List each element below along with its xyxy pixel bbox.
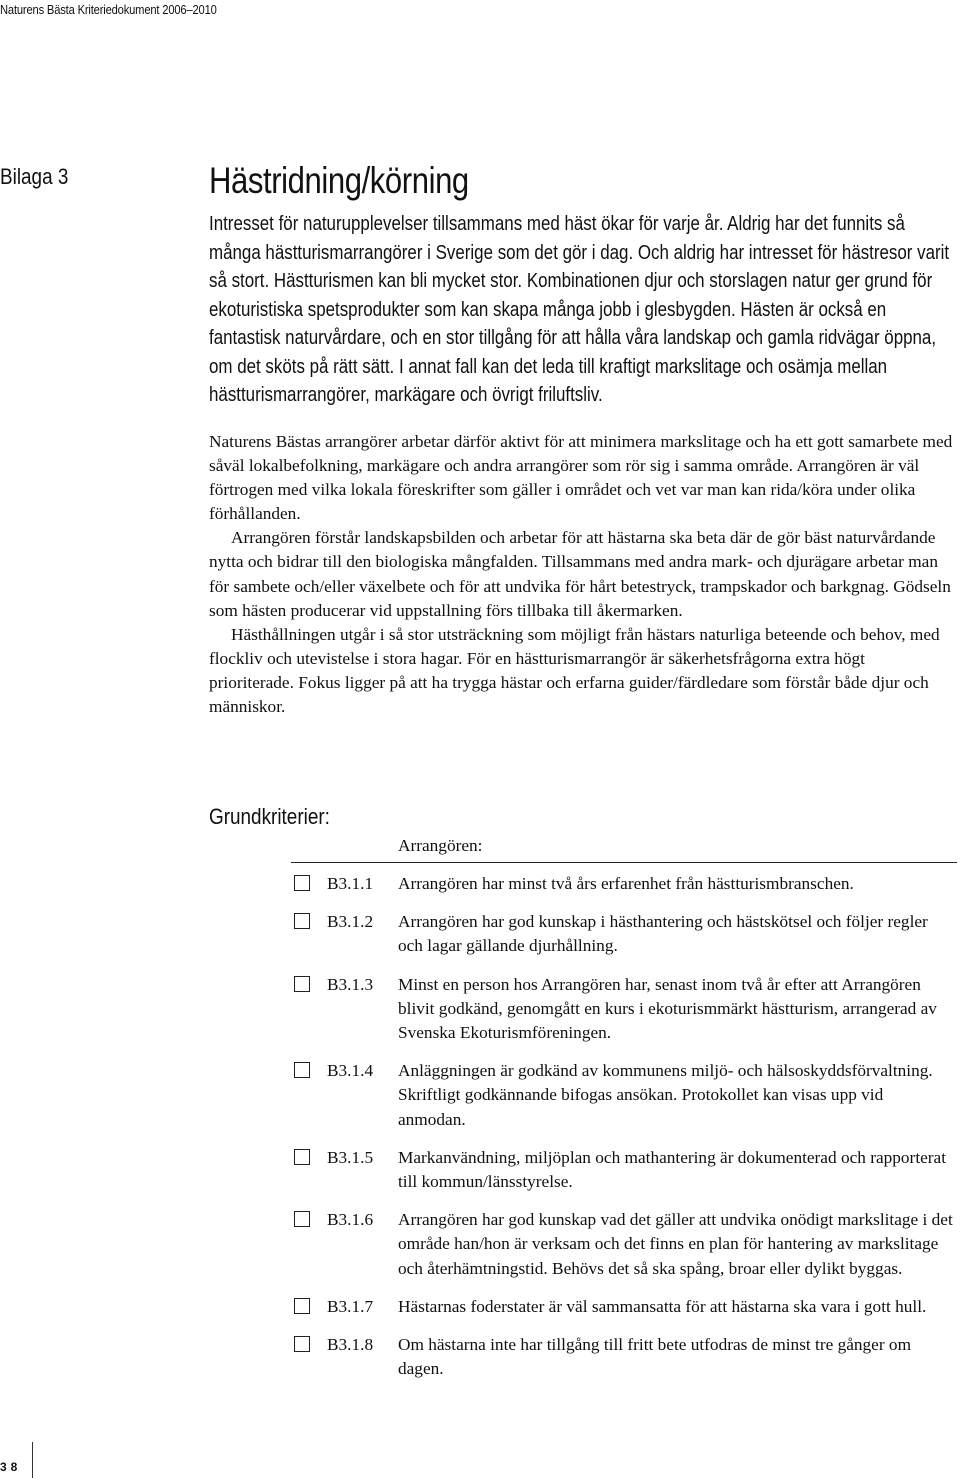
running-header: Naturens Bästa Kriteriedokument 2006–2010 (0, 2, 217, 17)
criterion-code: B3.1.4 (327, 1061, 374, 1081)
criterion-b3-1-4 (0, 1059, 960, 1132)
criterion-code: B3.1.7 (327, 1296, 374, 1316)
criterion-b3-1-1 (0, 872, 960, 896)
criteria-list (0, 872, 960, 1395)
criterion-text: Arrangören har god kunskap i hästhantering och hästskötsel och följer regler och lagar gällande djurhållning. (398, 912, 928, 956)
criterion-text: Hästarnas foderstater är väl sammansatta för att hästarna ska vara i gott hull. (398, 1296, 927, 1316)
criterion-text: Anläggningen är godkänd av kommunens miljö- och hälsoskyddsförvaltning. Skriftligt godkännande bifogas ansökan. Protokollet kan visas upp vid anmodan. (398, 1061, 933, 1129)
criterion-code: B3.1.3 (327, 974, 374, 994)
criterion-text: Minst en person hos Arrangören har, senast inom två år efter att Arrangören blivit godkänd, genomgått en kurs i ekoturismmärkt hästturism, arrangerad av Svenska Ekoturismföreningen. (398, 974, 937, 1043)
criterion-b3-1-2 (0, 910, 960, 958)
criterion-code: B3.1.1 (327, 874, 374, 893)
criterion-b3-1-5 (0, 1146, 960, 1194)
criterion-checkbox[interactable] (294, 1211, 310, 1227)
criterion-checkbox[interactable] (294, 1298, 310, 1314)
section-label: Bilaga 3 (0, 164, 69, 189)
criterion-code: B3.1.2 (327, 912, 374, 932)
page-number: 38 (0, 1460, 22, 1474)
body-paragraph: Hästhållningen utgår i så stor utsträckning som möjligt från hästars naturliga beteende och behov, med flockliv och utevistelse i stora hagar. För en hästturismarrangör är säkerhetsfrågorna extra högt prioriterade. Fokus ligger på att ha trygga hästar och erfarna guider/färdledare som förstår både djur och människor. (209, 624, 940, 717)
criterion-checkbox[interactable] (294, 1062, 310, 1078)
criteria-column-label: Arrangören: (398, 836, 483, 855)
body-text (209, 430, 953, 719)
criterion-text: Om hästarna inte har tillgång till fritt bete utfodras de minst tre gånger om dagen. (398, 1335, 912, 1379)
criterion-b3-1-7 (0, 1295, 960, 1319)
criterion-code: B3.1.8 (327, 1335, 374, 1355)
criterion-text: Markanvändning, miljöplan och mathantering är dokumenterad och rapporterat till kommun/länsstyrelse. (398, 1147, 947, 1192)
criterion-checkbox[interactable] (294, 913, 310, 929)
criterion-checkbox[interactable] (294, 976, 310, 992)
criterion-b3-1-8 (0, 1333, 960, 1381)
page-title: Hästridning/körning (209, 160, 469, 201)
criterion-code: B3.1.6 (327, 1210, 374, 1230)
criterion-checkbox[interactable] (294, 1336, 310, 1352)
criteria-divider (291, 862, 957, 863)
body-paragraph: Arrangören förstår landskapsbilden och arbetar för att hästarna ska beta där de gör bäst naturvårdande nytta och bidrar till den biologiska mångfalden. Tillsammans med andra mark- och djurägare arbetar man för sambete och/eller växelbete och för att undvika för hårt betestryck, trampskador och barkgnag. Gödseln som hästen producerar vid uppstallning förs tillbaka till åkermarken. (209, 528, 951, 620)
intro-paragraph: Intresset för naturupplevelser tillsammans med häst ökar för varje år. Aldrig har det funnits så många hästturismarrangörer i Sverige som det gör i dag. Och aldrig har intresset för hästresor varit så stort. Hästturismen kan bli mycket stor. Kombinationen djur och storslagen natur ger grund för ekoturistiska spetsprodukter som kan skapa många jobb i glesbygden. Hästen är också en fantastisk naturvårdare, och en stor tillgång för att hålla våra landskap och gamla ridvägar öppna, om det sköts på rätt sätt. I annat fall kan det leda till kraftigt markslitage och osämja mellan hästturismarrangörer, markägare och övrigt friluftsliv. (209, 213, 950, 406)
body-paragraph: Naturens Bästas arrangörer arbetar därför aktivt för att minimera markslitage och ha ett gott samarbete med såväl lokalbefolkning, markägare och andra arrangörer som rör sig i samma område. Arrangören är väl förtrogen med vilka lokala föreskrifter som gäller i området och vet var man kan rida/köra under olika förhållanden. (209, 432, 953, 524)
criterion-checkbox[interactable] (294, 1149, 310, 1165)
criterion-code: B3.1.5 (327, 1147, 374, 1167)
criteria-heading: Grundkriterier: (209, 804, 330, 829)
criterion-text: Arrangören har god kunskap vad det gäller att undvika onödigt markslitage i det område han/hon är verksam och det finns en plan för hantering av markslitage och återhämtningstid. Behövs det så ska spång, broar eller dylikt byggas. (398, 1210, 953, 1278)
page-corner-rule (32, 1442, 33, 1478)
criterion-text: Arrangören har minst två års erfarenhet från hästturismbranschen. (398, 874, 854, 893)
criterion-b3-1-3 (0, 973, 960, 1046)
criterion-checkbox[interactable] (294, 875, 310, 891)
criterion-b3-1-6 (0, 1208, 960, 1281)
